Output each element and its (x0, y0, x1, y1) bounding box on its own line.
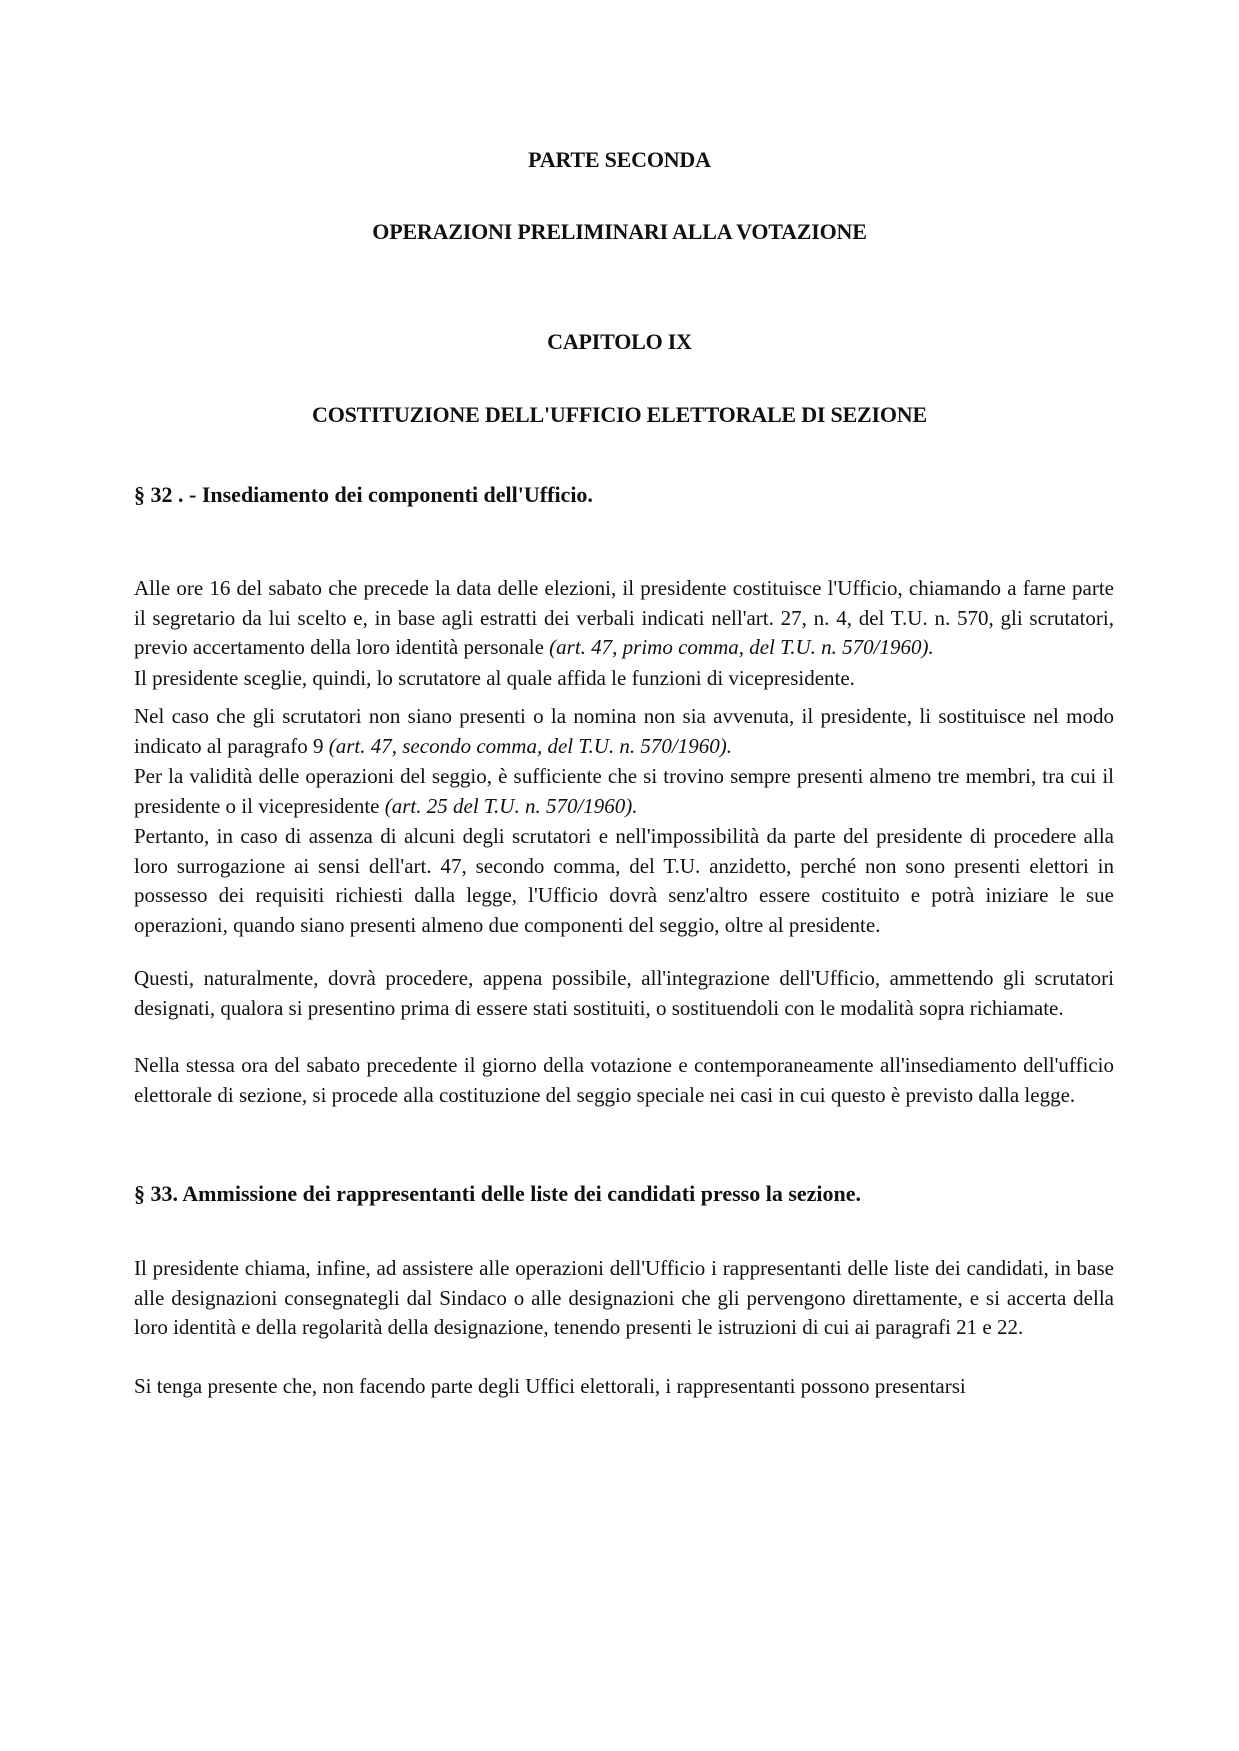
section-32-paragraph-5 (134, 822, 1114, 940)
section-32-paragraph-4 (134, 762, 1114, 821)
section-33-paragraph-2 (134, 1372, 1114, 1402)
legal-reference: (art. 47, secondo comma, del T.U. n. 570/1960). (328, 733, 732, 758)
section-32-paragraph-2 (134, 664, 1114, 694)
section-33-title: § 33. Ammissione dei rappresentanti delle liste dei candidati presso la sezione. (134, 1181, 862, 1206)
chapter-subtitle: COSTITUZIONE DELL'UFFICIO ELETTORALE DI SEZIONE (312, 402, 927, 427)
section-32-title: § 32 . - Insediamento dei componenti dell'Ufficio. (134, 482, 593, 507)
paragraph-text: Il presidente sceglie, quindi, lo scrutatore al quale affida le funzioni di vicepresidente. (134, 666, 855, 690)
part-title: PARTE SECONDA (528, 147, 711, 172)
section-32-paragraph-1 (134, 574, 1114, 663)
paragraph-text: Alle ore 16 del sabato che precede la data delle elezioni, il presidente costituisce l'Ufficio, chiamando a farne parte il segretario da lui scelto e, in base agli estratti dei verbali indicati nell'art. 27, n. 4, del T.U. n. 570, gli scrutatori, previo accertamento della loro identità personale (134, 576, 1114, 659)
section-32-paragraph-7 (134, 1051, 1114, 1110)
paragraph-text: Nella stessa ora del sabato precedente il giorno della votazione e contemporaneamente all'insediamento dell'ufficio elettorale di sezione, si procede alla costituzione del seggio speciale nei casi in cui questo è previsto dalla legge. (134, 1053, 1114, 1107)
paragraph-text: Nel caso che gli scrutatori non siano presenti o la nomina non sia avvenuta, il presidente, li sostituisce nel modo indicato al paragrafo 9 (134, 704, 1114, 758)
section-32-paragraph-6 (134, 964, 1114, 1023)
paragraph-text: Per la validità delle operazioni del seggio, è sufficiente che si trovino sempre presenti almeno tre membri, tra cui il presidente o il vicepresidente (134, 764, 1114, 818)
legal-reference: (art. 47, primo comma, del T.U. n. 570/1960). (549, 635, 934, 659)
section-32-paragraph-3 (134, 702, 1114, 761)
part-subtitle: OPERAZIONI PRELIMINARI ALLA VOTAZIONE (372, 219, 867, 244)
legal-reference: (art. 25 del T.U. n. 570/1960). (384, 793, 638, 818)
paragraph-text: Si tenga presente che, non facendo parte degli Uffici elettorali, i rappresentanti possono presentarsi (134, 1374, 966, 1398)
paragraph-text: Il presidente chiama, infine, ad assistere alle operazioni dell'Ufficio i rappresentanti delle liste dei candidati, in base alle designazioni consegnategli dal Sindaco o alle designazioni che gli pervengono direttamente, e si accerta della loro identità e della regolarità della designazione, tenendo presenti le istruzioni di cui ai paragrafi 21 e 22. (134, 1256, 1114, 1339)
section-33-paragraph-1 (134, 1254, 1114, 1343)
paragraph-text: Pertanto, in caso di assenza di alcuni degli scrutatori e nell'impossibilità da parte del presidente di procedere alla loro surrogazione ai sensi dell'art. 47, secondo comma, del T.U. anzidetto, perché non sono presenti elettori in possesso dei requisiti richiesti dalla legge, l'Ufficio dovrà senz'altro essere costituito e potrà iniziare le sue operazioni, quando siano presenti almeno due componenti del seggio, oltre al presidente. (134, 824, 1114, 937)
chapter-title: CAPITOLO IX (547, 329, 692, 354)
paragraph-text: Questi, naturalmente, dovrà procedere, appena possibile, all'integrazione dell'Ufficio, ammettendo gli scrutatori designati, qualora si presentino prima di essere stati sostituiti, o sostituendoli con le modalità sopra richiamate. (134, 966, 1114, 1020)
